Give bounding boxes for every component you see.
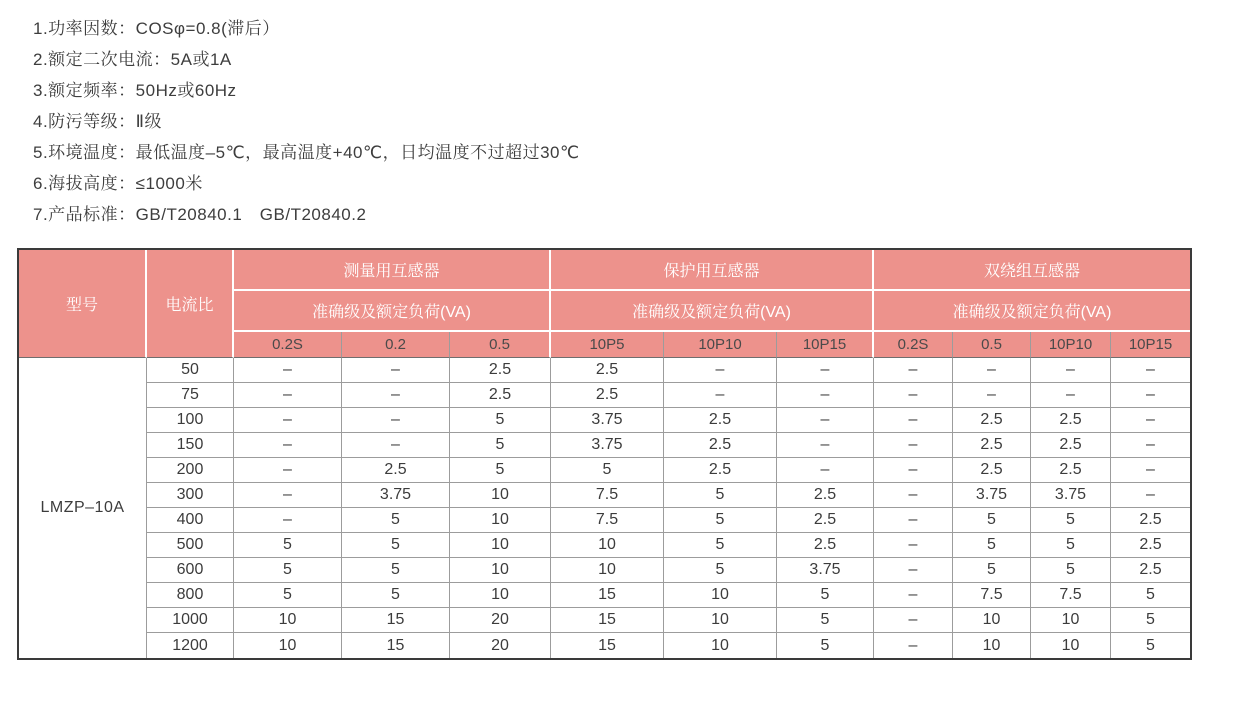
value-cell: 20: [450, 633, 551, 658]
value-cell: 10: [234, 633, 342, 658]
value-cell: 2.5: [777, 533, 874, 558]
table-row: [19, 458, 1190, 483]
table-row: [19, 408, 1190, 433]
value-cell: 5: [1111, 633, 1190, 658]
ratio-cell: 150: [147, 433, 234, 458]
value-cell: 5: [1111, 608, 1190, 633]
spec-line-frequency: 3.额定频率：50Hz或60Hz: [33, 81, 237, 100]
value-cell: 3.75: [953, 483, 1031, 508]
table-row: [19, 583, 1190, 608]
subtitle-protection: 准确级及额定负荷(VA): [551, 291, 874, 332]
value-cell: 5: [342, 508, 450, 533]
table-row: [19, 433, 1190, 458]
value-cell: –: [234, 383, 342, 408]
table-row: [19, 558, 1190, 583]
value-cell: 7.5: [1031, 583, 1111, 608]
value-cell: –: [1031, 358, 1111, 383]
class-header: 10P5: [551, 332, 664, 358]
value-cell: 10: [1031, 608, 1111, 633]
ratio-cell: 1200: [147, 633, 234, 658]
value-cell: 10: [450, 583, 551, 608]
value-cell: 5: [953, 533, 1031, 558]
value-cell: 10: [450, 483, 551, 508]
value-cell: 10: [450, 508, 551, 533]
class-header: 0.5: [450, 332, 551, 358]
value-cell: 2.5: [450, 383, 551, 408]
value-cell: 5: [1111, 583, 1190, 608]
ratings-table: [17, 248, 1192, 660]
value-cell: 5: [234, 533, 342, 558]
value-cell: 2.5: [664, 433, 777, 458]
value-cell: 5: [777, 608, 874, 633]
value-cell: 2.5: [450, 358, 551, 383]
value-cell: 5: [777, 633, 874, 658]
value-cell: –: [777, 408, 874, 433]
spec-line-power-factor: 1.功率因数：COSφ=0.8(滞后）: [33, 19, 280, 38]
value-cell: 7.5: [551, 483, 664, 508]
value-cell: 5: [664, 533, 777, 558]
class-header: 0.2S: [874, 332, 953, 358]
value-cell: 2.5: [1031, 458, 1111, 483]
table-row: [19, 483, 1190, 508]
value-cell: –: [342, 383, 450, 408]
value-cell: 10: [664, 583, 777, 608]
table-row: [19, 508, 1190, 533]
value-cell: 10: [1031, 633, 1111, 658]
value-cell: 2.5: [1031, 408, 1111, 433]
value-cell: 10: [953, 608, 1031, 633]
value-cell: –: [777, 433, 874, 458]
value-cell: 10: [551, 558, 664, 583]
value-cell: –: [777, 383, 874, 408]
ratio-cell: 300: [147, 483, 234, 508]
value-cell: –: [234, 458, 342, 483]
value-cell: –: [1111, 458, 1190, 483]
class-header: 0.2S: [234, 332, 342, 358]
ratio-cell: 500: [147, 533, 234, 558]
value-cell: 15: [551, 633, 664, 658]
value-cell: –: [777, 458, 874, 483]
value-cell: 7.5: [551, 508, 664, 533]
value-cell: 2.5: [342, 458, 450, 483]
value-cell: 2.5: [1111, 508, 1190, 533]
value-cell: 5: [1031, 558, 1111, 583]
ratio-cell: 800: [147, 583, 234, 608]
value-cell: 5: [551, 458, 664, 483]
value-cell: 2.5: [1111, 558, 1190, 583]
class-header: 0.2: [342, 332, 450, 358]
ratio-cell: 50: [147, 358, 234, 383]
value-cell: 5: [342, 558, 450, 583]
value-cell: 15: [342, 608, 450, 633]
value-cell: 5: [953, 558, 1031, 583]
ratio-cell: 75: [147, 383, 234, 408]
value-cell: 5: [234, 583, 342, 608]
value-cell: 3.75: [551, 408, 664, 433]
value-cell: –: [1111, 358, 1190, 383]
value-cell: 5: [777, 583, 874, 608]
col-header-model: 型号: [19, 250, 147, 358]
value-cell: 5: [342, 583, 450, 608]
table-row: [19, 358, 1190, 383]
value-cell: –: [1111, 483, 1190, 508]
table-row: [19, 383, 1190, 408]
value-cell: 2.5: [953, 433, 1031, 458]
value-cell: –: [874, 583, 953, 608]
spec-line-pollution-class: 4.防污等级：Ⅱ级: [33, 112, 163, 131]
col-header-ratio: 电流比: [147, 250, 234, 358]
value-cell: 10: [450, 558, 551, 583]
value-cell: –: [874, 408, 953, 433]
ratio-cell: 400: [147, 508, 234, 533]
value-cell: 2.5: [953, 458, 1031, 483]
value-cell: 2.5: [777, 483, 874, 508]
value-cell: –: [234, 408, 342, 433]
value-cell: 10: [664, 608, 777, 633]
value-cell: –: [342, 358, 450, 383]
value-cell: 5: [664, 483, 777, 508]
spec-line-secondary-current: 2.额定二次电流：5A或1A: [33, 50, 232, 69]
value-cell: 10: [664, 633, 777, 658]
value-cell: 5: [450, 433, 551, 458]
value-cell: 15: [342, 633, 450, 658]
value-cell: –: [953, 383, 1031, 408]
value-cell: 3.75: [777, 558, 874, 583]
value-cell: 20: [450, 608, 551, 633]
value-cell: 10: [551, 533, 664, 558]
value-cell: 5: [450, 408, 551, 433]
table-header: [19, 250, 1190, 358]
model-cell: LMZP–10A: [19, 358, 147, 658]
value-cell: 2.5: [1031, 433, 1111, 458]
value-cell: –: [342, 433, 450, 458]
value-cell: –: [1111, 383, 1190, 408]
ratio-cell: 200: [147, 458, 234, 483]
value-cell: 2.5: [551, 358, 664, 383]
value-cell: 7.5: [953, 583, 1031, 608]
value-cell: –: [664, 383, 777, 408]
value-cell: 5: [664, 558, 777, 583]
value-cell: –: [874, 608, 953, 633]
table-body: [19, 358, 1190, 658]
class-header: 10P15: [777, 332, 874, 358]
value-cell: 15: [551, 583, 664, 608]
value-cell: –: [874, 383, 953, 408]
value-cell: –: [874, 458, 953, 483]
subtitle-dual-winding: 准确级及额定负荷(VA): [874, 291, 1190, 332]
value-cell: 2.5: [551, 383, 664, 408]
value-cell: 2.5: [1111, 533, 1190, 558]
ratio-cell: 600: [147, 558, 234, 583]
value-cell: –: [874, 483, 953, 508]
value-cell: –: [1111, 408, 1190, 433]
value-cell: 5: [664, 508, 777, 533]
value-cell: 5: [1031, 508, 1111, 533]
value-cell: –: [234, 358, 342, 383]
ratio-cell: 1000: [147, 608, 234, 633]
value-cell: –: [874, 533, 953, 558]
value-cell: –: [874, 558, 953, 583]
value-cell: 2.5: [664, 458, 777, 483]
value-cell: –: [874, 358, 953, 383]
value-cell: –: [234, 483, 342, 508]
group-header-dual-winding: 双绕组互感器: [874, 250, 1190, 291]
group-header-measuring: 测量用互感器: [234, 250, 551, 291]
class-header: 10P10: [1031, 332, 1111, 358]
value-cell: 5: [342, 533, 450, 558]
value-cell: 3.75: [551, 433, 664, 458]
class-header: 10P10: [664, 332, 777, 358]
value-cell: 2.5: [664, 408, 777, 433]
value-cell: –: [1031, 383, 1111, 408]
value-cell: 5: [234, 558, 342, 583]
class-header: 10P15: [1111, 332, 1190, 358]
value-cell: –: [874, 508, 953, 533]
subtitle-measuring: 准确级及额定负荷(VA): [234, 291, 551, 332]
table-row: [19, 633, 1190, 658]
value-cell: 10: [234, 608, 342, 633]
spec-line-standard: 7.产品标准：GB/T20840.1 GB/T20840.2: [33, 205, 367, 224]
header-row-groups: [19, 250, 1190, 291]
group-header-protection: 保护用互感器: [551, 250, 874, 291]
table-row: [19, 608, 1190, 633]
value-cell: 2.5: [953, 408, 1031, 433]
value-cell: 3.75: [1031, 483, 1111, 508]
value-cell: –: [234, 508, 342, 533]
value-cell: –: [874, 433, 953, 458]
value-cell: –: [953, 358, 1031, 383]
value-cell: 2.5: [777, 508, 874, 533]
value-cell: 5: [450, 458, 551, 483]
table-row: [19, 533, 1190, 558]
value-cell: –: [874, 633, 953, 658]
value-cell: –: [1111, 433, 1190, 458]
spec-line-ambient-temp: 5.环境温度：最低温度–5℃，最高温度+40℃，日均温度不过超过30℃: [33, 143, 580, 162]
value-cell: 3.75: [342, 483, 450, 508]
value-cell: 5: [953, 508, 1031, 533]
ratio-cell: 100: [147, 408, 234, 433]
value-cell: 5: [1031, 533, 1111, 558]
value-cell: 15: [551, 608, 664, 633]
class-header: 0.5: [953, 332, 1031, 358]
value-cell: –: [234, 433, 342, 458]
value-cell: 10: [953, 633, 1031, 658]
value-cell: –: [342, 408, 450, 433]
spec-line-altitude: 6.海拔高度：≤1000米: [33, 174, 203, 193]
value-cell: –: [664, 358, 777, 383]
value-cell: 10: [450, 533, 551, 558]
spec-list: [33, 13, 580, 230]
value-cell: –: [777, 358, 874, 383]
